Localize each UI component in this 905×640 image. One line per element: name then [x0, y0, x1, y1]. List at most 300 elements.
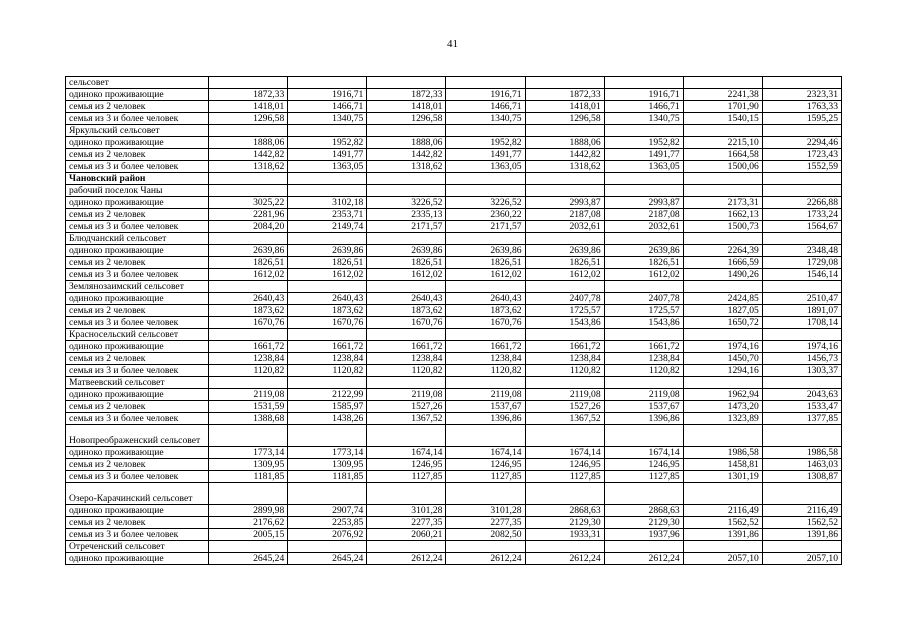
value-cell: 1562,52: [683, 517, 762, 529]
value-cell: 1301,19: [683, 471, 762, 483]
row-label: семья из 3 и более человек: [66, 471, 209, 483]
value-cell: 1916,71: [288, 89, 367, 101]
value-cell: 2640,43: [446, 293, 525, 305]
value-cell: 1873,62: [288, 305, 367, 317]
value-cell: 1723,43: [762, 149, 841, 161]
value-cell: 1986,58: [683, 447, 762, 459]
value-cell: [288, 377, 367, 389]
value-cell: 1670,76: [288, 317, 367, 329]
value-cell: 1537,67: [604, 401, 683, 413]
value-cell: 1763,33: [762, 101, 841, 113]
value-cell: 1564,67: [762, 221, 841, 233]
row-label: семья из 3 и более человек: [66, 221, 209, 233]
value-cell: 1674,14: [367, 447, 446, 459]
value-cell: 2173,31: [683, 197, 762, 209]
value-cell: [683, 329, 762, 341]
row-label: одиноко проживающие: [66, 89, 209, 101]
value-cell: [446, 185, 525, 197]
value-cell: 1916,71: [446, 89, 525, 101]
value-cell: [762, 377, 841, 389]
value-cell: 1543,86: [525, 317, 604, 329]
table-row: [66, 113, 842, 125]
value-cell: [288, 185, 367, 197]
value-cell: [367, 185, 446, 197]
row-label: семья из 3 и более человек: [66, 269, 209, 281]
value-cell: 1309,95: [288, 459, 367, 471]
value-cell: [683, 425, 762, 447]
section-header-row: [66, 483, 842, 505]
value-cell: [367, 281, 446, 293]
value-cell: 1296,58: [209, 113, 288, 125]
value-cell: 1367,52: [367, 413, 446, 425]
value-cell: 1318,62: [367, 161, 446, 173]
value-cell: 1466,71: [604, 101, 683, 113]
value-cell: [762, 173, 841, 185]
value-cell: 2294,46: [762, 137, 841, 149]
value-cell: 2868,63: [525, 505, 604, 517]
table-row: [66, 245, 842, 257]
section-header-row: [66, 541, 842, 553]
value-cell: 1120,82: [604, 365, 683, 377]
row-label: семья из 3 и более человек: [66, 113, 209, 125]
value-cell: 1466,71: [446, 101, 525, 113]
value-cell: 2057,10: [683, 553, 762, 565]
value-cell: 1873,62: [209, 305, 288, 317]
value-cell: [209, 125, 288, 137]
value-cell: 1120,82: [209, 365, 288, 377]
value-cell: 2266,88: [762, 197, 841, 209]
value-cell: 2082,50: [446, 529, 525, 541]
value-cell: 2510,47: [762, 293, 841, 305]
value-cell: 2407,78: [525, 293, 604, 305]
value-cell: 1527,26: [525, 401, 604, 413]
row-label: одиноко проживающие: [66, 137, 209, 149]
value-cell: 2612,24: [604, 553, 683, 565]
value-cell: 2639,86: [604, 245, 683, 257]
table-row: [66, 269, 842, 281]
row-label: семья из 3 и более человек: [66, 365, 209, 377]
value-cell: 1238,84: [288, 353, 367, 365]
value-cell: 1986,58: [762, 447, 841, 459]
value-cell: [367, 483, 446, 505]
value-cell: 1937,96: [604, 529, 683, 541]
table-row: [66, 221, 842, 233]
value-cell: 1466,71: [288, 101, 367, 113]
value-cell: 1661,72: [367, 341, 446, 353]
value-cell: 1891,07: [762, 305, 841, 317]
row-label: семья из 2 человек: [66, 305, 209, 317]
table-row: [66, 517, 842, 529]
value-cell: 1120,82: [288, 365, 367, 377]
value-cell: 1826,51: [288, 257, 367, 269]
value-cell: 1701,90: [683, 101, 762, 113]
row-label: семья из 2 человек: [66, 101, 209, 113]
value-cell: 1491,77: [446, 149, 525, 161]
value-cell: 2277,35: [446, 517, 525, 529]
value-cell: 1888,06: [209, 137, 288, 149]
value-cell: 3226,52: [446, 197, 525, 209]
value-cell: [288, 483, 367, 505]
table-row: [66, 447, 842, 459]
value-cell: [367, 173, 446, 185]
value-cell: 1363,05: [288, 161, 367, 173]
table-row: [66, 505, 842, 517]
value-cell: [683, 185, 762, 197]
value-cell: 1303,37: [762, 365, 841, 377]
value-cell: [446, 77, 525, 89]
row-label: Блюдчанский сельсовет: [66, 233, 209, 245]
value-cell: 1916,71: [604, 89, 683, 101]
row-label: одиноко проживающие: [66, 293, 209, 305]
value-cell: 1533,47: [762, 401, 841, 413]
value-cell: 2645,24: [209, 553, 288, 565]
value-cell: 1294,16: [683, 365, 762, 377]
value-cell: [209, 233, 288, 245]
value-cell: 1396,86: [604, 413, 683, 425]
value-cell: [604, 483, 683, 505]
table-row: [66, 413, 842, 425]
value-cell: 2116,49: [762, 505, 841, 517]
value-cell: 2640,43: [367, 293, 446, 305]
value-cell: 1664,58: [683, 149, 762, 161]
value-cell: 1450,70: [683, 353, 762, 365]
row-label: одиноко проживающие: [66, 505, 209, 517]
value-cell: [762, 233, 841, 245]
value-cell: 2084,20: [209, 221, 288, 233]
row-label: семья из 3 и более человек: [66, 413, 209, 425]
value-cell: [683, 173, 762, 185]
row-label: Чановский район: [66, 173, 209, 185]
value-cell: [367, 233, 446, 245]
value-cell: 1246,95: [604, 459, 683, 471]
value-cell: [525, 483, 604, 505]
value-cell: 1826,51: [209, 257, 288, 269]
value-cell: 2032,61: [604, 221, 683, 233]
value-cell: 1238,84: [367, 353, 446, 365]
value-cell: 1888,06: [525, 137, 604, 149]
section-header-row: [66, 281, 842, 293]
row-label: рабочий поселок Чаны: [66, 185, 209, 197]
value-cell: 2060,21: [367, 529, 446, 541]
value-cell: 1888,06: [367, 137, 446, 149]
value-cell: 1318,62: [209, 161, 288, 173]
value-cell: 1729,08: [762, 257, 841, 269]
value-cell: 1391,86: [683, 529, 762, 541]
value-cell: 1396,86: [446, 413, 525, 425]
value-cell: [209, 329, 288, 341]
value-cell: [683, 483, 762, 505]
row-label: Матвеевский сельсовет: [66, 377, 209, 389]
section-header-row: [66, 185, 842, 197]
value-cell: 1873,62: [367, 305, 446, 317]
table-row: [66, 553, 842, 565]
value-cell: 1650,72: [683, 317, 762, 329]
row-label: семья из 3 и более человек: [66, 529, 209, 541]
table-row: [66, 101, 842, 113]
row-label: семья из 2 человек: [66, 149, 209, 161]
value-cell: 2335,13: [367, 209, 446, 221]
value-cell: 2993,87: [525, 197, 604, 209]
value-cell: 2119,08: [209, 389, 288, 401]
row-label: Озеро-Карачинский сельсовет: [66, 483, 209, 505]
value-cell: [209, 425, 288, 447]
table-row: [66, 459, 842, 471]
value-cell: [762, 125, 841, 137]
row-label: семья из 2 человек: [66, 257, 209, 269]
value-cell: 2149,74: [288, 221, 367, 233]
value-cell: 2612,24: [525, 553, 604, 565]
value-cell: 1491,77: [288, 149, 367, 161]
value-cell: 1246,95: [525, 459, 604, 471]
value-cell: [288, 233, 367, 245]
row-label: одиноко проживающие: [66, 245, 209, 257]
table-row: [66, 293, 842, 305]
value-cell: 1181,85: [209, 471, 288, 483]
value-cell: 1826,51: [525, 257, 604, 269]
value-cell: [446, 483, 525, 505]
value-cell: [525, 233, 604, 245]
section-header-row: [66, 233, 842, 245]
value-cell: 1546,14: [762, 269, 841, 281]
table-row: [66, 209, 842, 221]
value-cell: 2348,48: [762, 245, 841, 257]
row-label: одиноко проживающие: [66, 341, 209, 353]
table-row: [66, 149, 842, 161]
value-cell: [209, 77, 288, 89]
section-header-row: [66, 377, 842, 389]
value-cell: 2005,15: [209, 529, 288, 541]
value-cell: 1725,57: [604, 305, 683, 317]
value-cell: [683, 233, 762, 245]
value-cell: [209, 281, 288, 293]
value-cell: [288, 173, 367, 185]
value-cell: 1340,75: [604, 113, 683, 125]
tariff-table: [65, 76, 842, 565]
value-cell: [525, 329, 604, 341]
value-cell: 2645,24: [288, 553, 367, 565]
value-cell: [525, 281, 604, 293]
value-cell: [683, 377, 762, 389]
table-row: [66, 471, 842, 483]
value-cell: [604, 125, 683, 137]
row-label: семья из 2 человек: [66, 353, 209, 365]
table-row: [66, 401, 842, 413]
value-cell: [367, 377, 446, 389]
value-cell: 2119,08: [604, 389, 683, 401]
value-cell: 2993,87: [604, 197, 683, 209]
value-cell: [604, 173, 683, 185]
value-cell: [288, 281, 367, 293]
value-cell: 1438,26: [288, 413, 367, 425]
table-body: [66, 77, 842, 565]
value-cell: 1562,52: [762, 517, 841, 529]
value-cell: 1933,31: [525, 529, 604, 541]
value-cell: 2639,86: [209, 245, 288, 257]
value-cell: 1391,86: [762, 529, 841, 541]
value-cell: [209, 185, 288, 197]
value-cell: 1238,84: [525, 353, 604, 365]
value-cell: 1308,87: [762, 471, 841, 483]
value-cell: [288, 125, 367, 137]
value-cell: [446, 329, 525, 341]
value-cell: 1340,75: [288, 113, 367, 125]
value-cell: 3101,28: [367, 505, 446, 517]
value-cell: [762, 329, 841, 341]
value-cell: 2119,08: [525, 389, 604, 401]
value-cell: 1612,02: [288, 269, 367, 281]
value-cell: 1238,84: [446, 353, 525, 365]
value-cell: 2116,49: [683, 505, 762, 517]
value-cell: 1872,33: [209, 89, 288, 101]
value-cell: 1473,20: [683, 401, 762, 413]
section-header-row: [66, 329, 842, 341]
value-cell: 2129,30: [604, 517, 683, 529]
value-cell: 1872,33: [367, 89, 446, 101]
value-cell: 1442,82: [525, 149, 604, 161]
value-cell: [683, 281, 762, 293]
value-cell: 1500,73: [683, 221, 762, 233]
value-cell: [604, 329, 683, 341]
value-cell: [367, 425, 446, 447]
value-cell: 1612,02: [525, 269, 604, 281]
value-cell: 1246,95: [367, 459, 446, 471]
value-cell: 1670,76: [367, 317, 446, 329]
value-cell: 1531,59: [209, 401, 288, 413]
value-cell: 3102,18: [288, 197, 367, 209]
section-header-row: [66, 77, 842, 89]
value-cell: 2032,61: [525, 221, 604, 233]
value-cell: 1537,67: [446, 401, 525, 413]
value-cell: 2043,63: [762, 389, 841, 401]
value-cell: 1670,76: [446, 317, 525, 329]
value-cell: [446, 281, 525, 293]
value-cell: 2424,85: [683, 293, 762, 305]
value-cell: [367, 125, 446, 137]
row-label: одиноко проживающие: [66, 553, 209, 565]
value-cell: 2277,35: [367, 517, 446, 529]
value-cell: 2129,30: [525, 517, 604, 529]
value-cell: 1595,25: [762, 113, 841, 125]
row-label: одиноко проживающие: [66, 197, 209, 209]
value-cell: 1674,14: [446, 447, 525, 459]
value-cell: 2639,86: [288, 245, 367, 257]
section-header-row: [66, 425, 842, 447]
value-cell: 2187,08: [604, 209, 683, 221]
value-cell: 1962,94: [683, 389, 762, 401]
value-cell: [604, 425, 683, 447]
value-cell: 1773,14: [288, 447, 367, 459]
value-cell: 1661,72: [604, 341, 683, 353]
value-cell: 1388,68: [209, 413, 288, 425]
value-cell: 1127,85: [604, 471, 683, 483]
table-row: [66, 389, 842, 401]
table-row: [66, 529, 842, 541]
value-cell: 1296,58: [525, 113, 604, 125]
row-label: Отреченский сельсовет: [66, 541, 209, 553]
value-cell: 1296,58: [367, 113, 446, 125]
value-cell: 1612,02: [367, 269, 446, 281]
value-cell: 1120,82: [367, 365, 446, 377]
page-number: 41: [447, 38, 458, 50]
value-cell: 2057,10: [762, 553, 841, 565]
table-row: [66, 137, 842, 149]
value-cell: 1340,75: [446, 113, 525, 125]
row-label: Красносельский сельсовет: [66, 329, 209, 341]
value-cell: 1952,82: [288, 137, 367, 149]
value-cell: 2640,43: [288, 293, 367, 305]
value-cell: [209, 173, 288, 185]
table-row: [66, 161, 842, 173]
value-cell: 2640,43: [209, 293, 288, 305]
row-label: Яркульский сельсовет: [66, 125, 209, 137]
row-label: Новопреображенский сельсовет: [66, 425, 209, 447]
value-cell: 1612,02: [209, 269, 288, 281]
value-cell: 1238,84: [209, 353, 288, 365]
value-cell: [604, 233, 683, 245]
row-label: семья из 3 и более человек: [66, 161, 209, 173]
value-cell: 1418,01: [367, 101, 446, 113]
value-cell: 2639,86: [525, 245, 604, 257]
value-cell: 1612,02: [446, 269, 525, 281]
table-row: [66, 305, 842, 317]
value-cell: 2407,78: [604, 293, 683, 305]
value-cell: [288, 541, 367, 553]
value-cell: 2360,22: [446, 209, 525, 221]
value-cell: 1120,82: [525, 365, 604, 377]
table-row: [66, 89, 842, 101]
value-cell: 2353,71: [288, 209, 367, 221]
row-label: семья из 3 и более человек: [66, 317, 209, 329]
value-cell: [604, 185, 683, 197]
value-cell: 2171,57: [367, 221, 446, 233]
value-cell: 1377,85: [762, 413, 841, 425]
row-label: семья из 2 человек: [66, 459, 209, 471]
value-cell: 2281,96: [209, 209, 288, 221]
value-cell: 1872,33: [525, 89, 604, 101]
value-cell: [446, 173, 525, 185]
value-cell: [209, 377, 288, 389]
value-cell: [762, 77, 841, 89]
value-cell: [525, 377, 604, 389]
value-cell: [683, 125, 762, 137]
value-cell: [288, 329, 367, 341]
value-cell: 2612,24: [446, 553, 525, 565]
value-cell: 1490,26: [683, 269, 762, 281]
value-cell: 2253,85: [288, 517, 367, 529]
section-header-row: [66, 125, 842, 137]
value-cell: 1826,51: [446, 257, 525, 269]
value-cell: [525, 77, 604, 89]
value-cell: [683, 541, 762, 553]
value-cell: 1246,95: [446, 459, 525, 471]
value-cell: [446, 125, 525, 137]
value-cell: 1323,89: [683, 413, 762, 425]
value-cell: 1309,95: [209, 459, 288, 471]
value-cell: [367, 329, 446, 341]
value-cell: 1674,14: [604, 447, 683, 459]
value-cell: [604, 281, 683, 293]
value-cell: [604, 541, 683, 553]
value-cell: 1725,57: [525, 305, 604, 317]
value-cell: 1500,06: [683, 161, 762, 173]
value-cell: 1127,85: [525, 471, 604, 483]
value-cell: 1527,26: [367, 401, 446, 413]
table-row: [66, 197, 842, 209]
value-cell: [446, 425, 525, 447]
value-cell: 1661,72: [525, 341, 604, 353]
value-cell: 1418,01: [525, 101, 604, 113]
section-header-row: [66, 173, 842, 185]
